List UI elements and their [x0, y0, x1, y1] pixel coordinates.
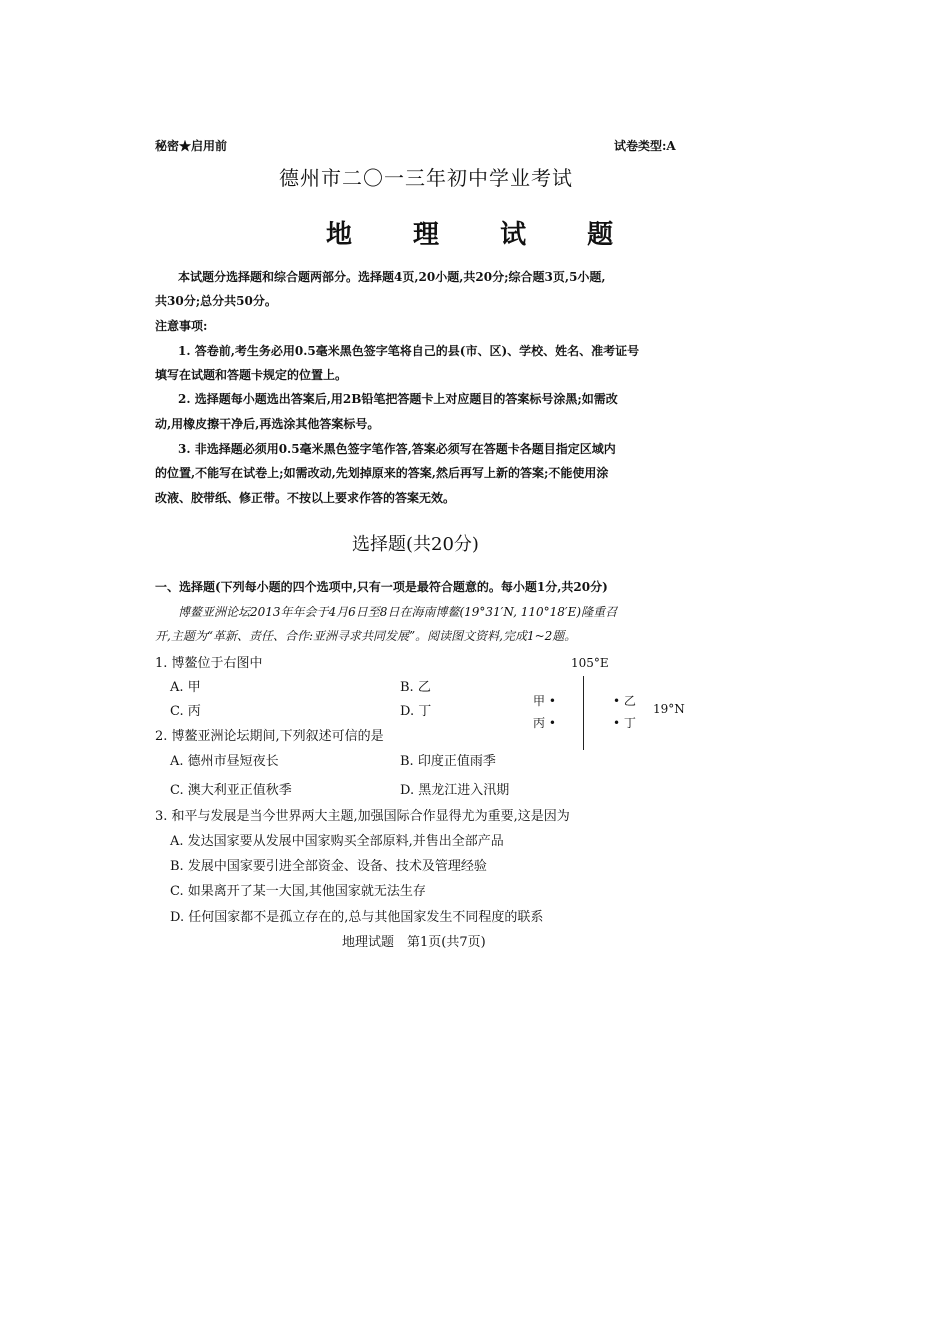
- notes-heading: 注意事项:: [155, 319, 208, 333]
- section-title: 选择题(共20分): [352, 534, 479, 555]
- point-jia: [533, 692, 556, 709]
- question-1-option-b: B. 乙: [400, 680, 431, 695]
- question-1-option-c: C. 丙: [170, 704, 201, 719]
- question-1-option-d: D. 丁: [400, 704, 432, 719]
- note-2a: 2. 选择题每小题选出答案后,用2B铅笔把答题卡上对应题目的答案标号涂黑;如需改: [178, 392, 618, 406]
- question-3-stem: 3. 和平与发展是当今世界两大主题,加强国际合作显得尤为重要,这是因为: [155, 809, 570, 824]
- question-2-option-b: B. 印度正值雨季: [400, 754, 496, 769]
- point-jia-label: 甲: [533, 694, 546, 708]
- intro-line-2: 共30分;总分共50分。: [155, 294, 277, 308]
- paper-type-label: 试卷类型:A: [614, 139, 676, 153]
- point-bing-label: 丙: [533, 716, 546, 730]
- part1-heading: 一、选择题(下列每小题的四个选项中,只有一项是最符合题意的。每小题1分,共20分): [155, 580, 608, 594]
- exam-title: 德州市二〇一三年初中学业考试: [279, 166, 573, 190]
- intro-line-1: 本试题分选择题和综合题两部分。选择题4页,20小题,共20分;综合题3页,5小题,: [178, 270, 606, 284]
- subject-title: 地 理 试 题: [326, 220, 640, 250]
- question-2-option-c: C. 澳大利亚正值秋季: [170, 783, 292, 798]
- point-ding-dot: •: [613, 716, 621, 730]
- page-footer: 地理试题 第1页(共7页): [342, 935, 486, 950]
- meridian-line: [583, 676, 584, 750]
- question-3-option-a: A. 发达国家要从发展中国家购买全部原料,并售出全部产品: [170, 834, 504, 849]
- question-3-option-d: D. 任何国家都不是孤立存在的,总与其他国家发生不同程度的联系: [170, 910, 544, 925]
- note-1a: 1. 答卷前,考生务必用0.5毫米黑色签字笔将自己的县(市、区)、学校、姓名、准考证号: [178, 344, 640, 358]
- question-2-option-a: A. 德州市昼短夜长: [170, 754, 279, 769]
- point-ding: [613, 714, 636, 731]
- note-1b: 填写在试题和答题卡规定的位置上。: [155, 368, 348, 382]
- longitude-label: 105°E: [571, 656, 609, 670]
- note-2b: 动,用橡皮擦干净后,再选涂其他答案标号。: [155, 417, 380, 431]
- question-2-option-d: D. 黑龙江进入汛期: [400, 783, 510, 798]
- point-ding-label: 丁: [623, 716, 636, 730]
- confidential-label: 秘密★启用前: [155, 139, 228, 153]
- question-3-option-c: C. 如果离开了某一大国,其他国家就无法生存: [170, 884, 426, 899]
- note-3a: 3. 非选择题必须用0.5毫米黑色签字笔作答,答案必须写在答题卡各题目指定区域内: [178, 442, 616, 456]
- point-bing-dot: •: [548, 716, 556, 730]
- point-yi-label: 乙: [623, 694, 636, 708]
- question-1-option-a: A. 甲: [170, 680, 201, 695]
- point-yi-dot: •: [613, 694, 621, 708]
- question-3-option-b: B. 发展中国家要引进全部资金、设备、技术及管理经验: [170, 859, 487, 874]
- note-3c: 改液、胶带纸、修正带。不按以上要求作答的答案无效。: [155, 491, 456, 505]
- material-line-2: 开,主题为“革新、责任、合作:亚洲寻求共同发展”。阅读图文资料,完成1~2题。: [155, 629, 577, 643]
- point-bing: [533, 714, 556, 731]
- note-3b: 的位置,不能写在试卷上;如需改动,先划掉原来的答案,然后再写上新的答案;不能使用涂: [155, 466, 609, 480]
- question-1-stem: 1. 博鳌位于右图中: [155, 656, 263, 671]
- point-jia-dot: •: [548, 694, 556, 708]
- question-2-stem: 2. 博鳌亚洲论坛期间,下列叙述可信的是: [155, 729, 384, 744]
- point-yi: [613, 692, 636, 709]
- material-line-1: 博鳌亚洲论坛2013年年会于4月6日至8日在海南博鳌(19°31′N, 110°18′E)隆重召: [178, 605, 618, 619]
- latitude-label: 19°N: [653, 702, 685, 716]
